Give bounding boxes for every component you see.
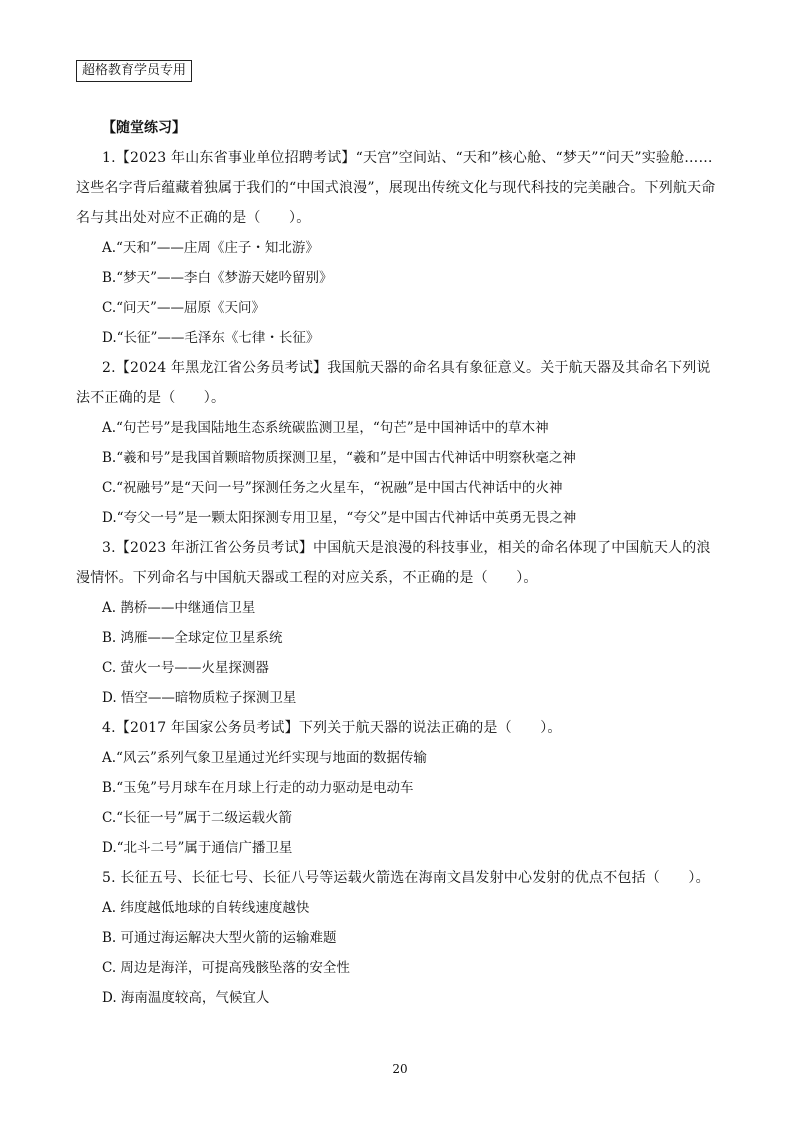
- option-a: A. 纬度越低地球的自转线速度越快: [102, 900, 310, 916]
- question-stem: 5. 长征五号、长征七号、长征八号等运载火箭选在海南文昌发射中心发射的优点不包括（ ）。: [102, 870, 710, 886]
- question-2: [76, 353, 724, 533]
- section-title: 【随堂练习】: [102, 120, 186, 136]
- option-b: B.“羲和号”是我国首颗暗物质探测卫星，“羲和”是中国古代神话中明察秋毫之神: [102, 450, 576, 466]
- option-c: C.“祝融号”是“天问一号”探测任务之火星车，“祝融”是中国古代神话中的火神: [102, 480, 563, 496]
- option-d: D.“长征”——毛泽东《七律・长征》: [102, 330, 320, 346]
- option-d: D.“北斗二号”属于通信广播卫星: [102, 840, 293, 856]
- question-stem: 3.【2023 年浙江省公务员考试】中国航天是浪漫的科技事业，相关的命名体现了中国航天人的浪漫情怀。下列命名与中国航天器或工程的对应关系，不正确的是（ ）。: [76, 540, 711, 586]
- option-c: C.“问天”——屈原《天问》: [102, 300, 265, 316]
- question-stem: 1.【2023 年山东省事业单位招聘考试】“天宫”空间站、“天和”核心舱、“梦天”“问天”实验舱……这些名字背后蕴藏着独属于我们的“中国式浪漫”，展现出传统文化与现代科技的完美融合。下列航天命名与其出处对应不正确的是（ ）。: [76, 150, 716, 226]
- option-d: D. 海南温度较高，气候宜人: [102, 990, 270, 1006]
- option-b: B.“梦天”——李白《梦游天姥吟留别》: [102, 270, 333, 286]
- option-d: D.“夸父一号”是一颗太阳探测专用卫星，“夸父”是中国古代神话中英勇无畏之神: [102, 510, 577, 526]
- option-a: A.“句芒号”是我国陆地生态系统碳监测卫星，“句芒”是中国神话中的草木神: [102, 420, 549, 436]
- option-b: B. 鸿雁——全球定位卫星系统: [102, 630, 283, 646]
- question-stem: 4.【2017 年国家公务员考试】下列关于航天器的说法正确的是（ ）。: [102, 720, 562, 736]
- option-c: C. 萤火一号——火星探测器: [102, 660, 269, 676]
- option-a: A. 鹊桥——中继通信卫星: [102, 600, 256, 616]
- option-b: B. 可通过海运解决大型火箭的运输难题: [102, 930, 337, 946]
- question-4: [76, 713, 724, 863]
- question-5: [76, 863, 724, 1013]
- option-a: A.“风云”系列气象卫星通过光纤实现与地面的数据传输: [102, 750, 427, 766]
- option-c: C.“长征一号”属于二级运载火箭: [102, 810, 292, 826]
- page-number: 20: [392, 1062, 408, 1076]
- question-1: [76, 143, 724, 353]
- option-c: C. 周边是海洋，可提高残骸坠落的安全性: [102, 960, 350, 976]
- option-b: B.“玉兔”号月球车在月球上行走的动力驱动是电动车: [102, 780, 414, 796]
- option-a: A.“天和”——庄周《庄子・知北游》: [102, 240, 319, 256]
- question-3: [76, 533, 724, 713]
- option-d: D. 悟空——暗物质粒子探测卫星: [102, 690, 297, 706]
- question-stem: 2.【2024 年黑龙江省公务员考试】我国航天器的命名具有象征意义。关于航天器及其命名下列说法不正确的是（ ）。: [76, 360, 711, 406]
- exercise-content: [76, 113, 724, 1013]
- header-label: 超格教育学员专用: [76, 60, 192, 82]
